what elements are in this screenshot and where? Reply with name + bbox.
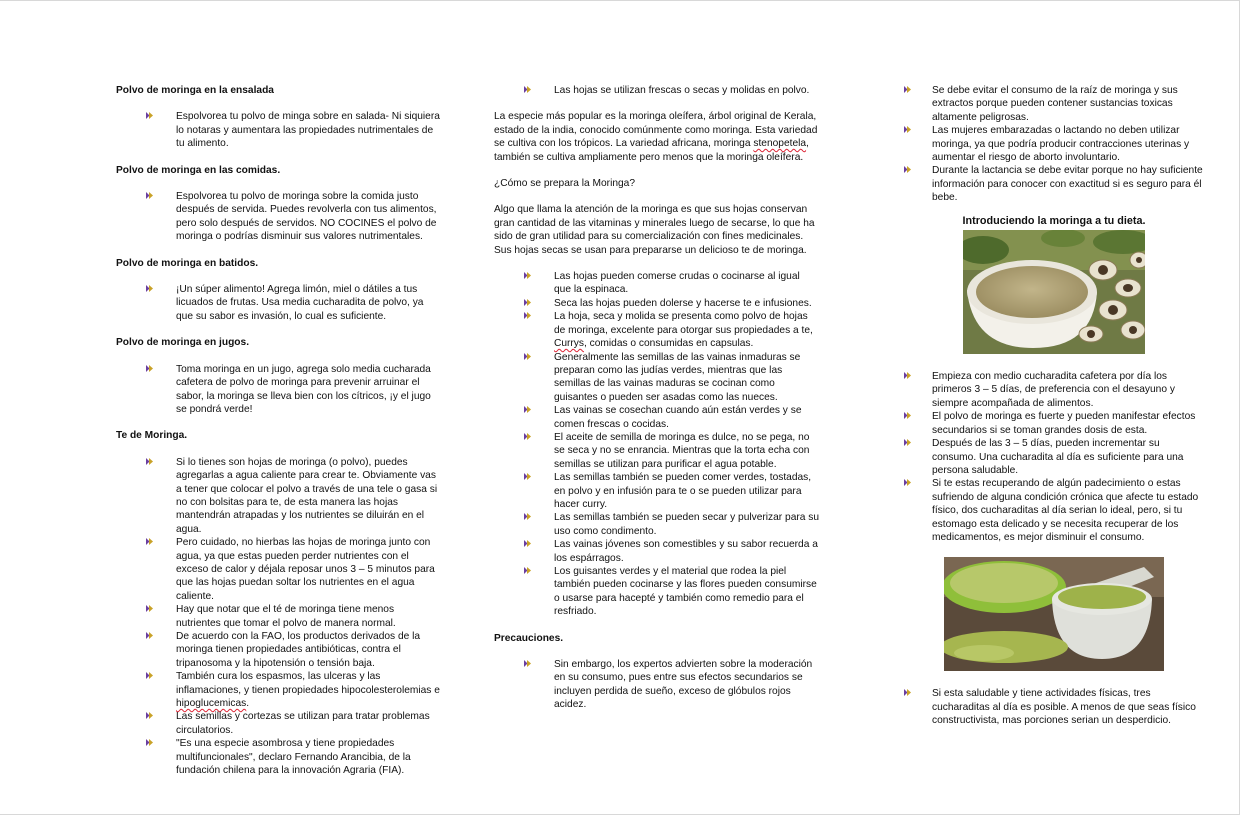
dosage-list (904, 370, 1204, 544)
bullet-icon (146, 285, 153, 292)
bullet-icon (146, 458, 153, 465)
moringa-powder-scoop-image (944, 557, 1164, 671)
section-title-salad: Polvo de moringa en la ensalada (116, 85, 274, 96)
bullet-icon (146, 112, 153, 119)
bullet-icon (904, 86, 911, 93)
juices-list (116, 363, 441, 417)
diet-title: Introduciendo la moringa a tu dieta. (962, 214, 1146, 227)
list-item: Pero cuidado, no hierbas las hojas de moringa junto con agua, ya que estas pueden perder nutrientes con el exceso de calor y déjala reposar unos 3 – 5 minutos para que las hojas puedan soltar los nutrientes en el agua caliente. (116, 536, 441, 603)
list-item: Las vainas se cosechan cuando aún están verdes y se comen frescas o cocidas. (494, 404, 819, 431)
list-item: "Es una especie asombrosa y tiene propiedades multifuncionales", declaro Fernando Arancibia, de la fundación chilena para la innovación Agraria (FIA). (116, 737, 441, 777)
column-middle (494, 84, 819, 712)
section-title-precautions: Precauciones. (494, 632, 564, 644)
list-item: Las hojas pueden comerse crudas o cocinarse al igual que la espinaca. (494, 270, 819, 297)
list-item: Si lo tienes son hojas de moringa (o polvo), puedes agregarlas a agua caliente para crear te. Obviamente vas a tener que colocar el polvo a través de una tele o gasa si no con bolsitas para te, de esta manera las hojas mantendrán atrapadas y los nutrientes se diluirán en el agua. (116, 456, 441, 536)
bullet-icon (524, 299, 531, 306)
misspelled-word: Currys (554, 338, 584, 350)
smoothies-list (116, 283, 441, 323)
bullet-icon (904, 126, 911, 133)
bullet-icon (904, 479, 911, 486)
list-item: Seca las hojas pueden dolerse y hacerse te e infusiones. (494, 297, 819, 310)
list-item: Las hojas se utilizan frescas o secas y molidas en polvo. (494, 84, 819, 97)
list-item: Las mujeres embarazadas o lactando no deben utilizar moringa, ya que podría producir contracciones uterinas y aumentar el riesgo de aborto involuntario. (904, 124, 1204, 164)
bullet-icon (524, 540, 531, 547)
bullet-icon (524, 513, 531, 520)
list-item: El polvo de moringa es fuerte y pueden manifestar efectos secundarios si se toman grandes dosis de esta. (904, 410, 1204, 437)
list-item: Después de las 3 – 5 días, pueden incrementar su consumo. Una cucharadita al día es suficiente para una persona saludable. (904, 437, 1204, 477)
paragraph-preparation: Algo que llama la atención de la moringa es que sus hojas conservan gran cantidad de las vitaminas y minerales luego de secarse, lo que ha sido de gran utilidad para su comercialización con fines medicinales. Sus hojas secas se usan para prepararse un delicioso te de moringa. (494, 204, 815, 256)
section-title-tea: Te de Moringa. (116, 430, 188, 442)
list-item: Empieza con medio cucharadita cafetera por día los primeros 3 – 5 días, de preferencia con el desayuno y siempre acompañada de alimentos. (904, 370, 1204, 410)
bullet-icon (524, 660, 531, 667)
bullet-icon (524, 433, 531, 440)
tea-list (116, 456, 441, 778)
active-people-list (904, 687, 1204, 727)
list-item: Espolvorea tu polvo de minga sobre en salada- Ni siquiera lo notaras y aumentara las propiedades nutrimentales de tu alimento. (116, 110, 441, 150)
bullet-icon (904, 166, 911, 173)
list-item: Si esta saludable y tiene actividades físicas, tres cucharaditas al día es posible. A menos de que seas físico constructivista, mas porciones serian un desperdicio. (904, 687, 1204, 727)
moringa-powder-bowl-image (963, 230, 1145, 354)
section-title-smoothies: Polvo de moringa en batidos. (116, 257, 259, 269)
salad-list (116, 110, 441, 150)
bullet-icon (904, 372, 911, 379)
list-item: También cura los espasmos, las ulceras y las inflamaciones, y tienen propiedades hipocolesterolemias e hipoglucemicas. (116, 670, 441, 710)
column-right (904, 84, 1204, 728)
paragraph-species: La especie más popular es la moringa oleífera, árbol original de Kerala, estado de la india, conocido comúnmente como moringa. Esta variedad se cultiva con los trópicos. La variedad africana, moringa stenopetela, también se cultiva ampliamente pero menos que la moringa oleífera. (494, 111, 818, 163)
list-item: Sin embargo, los expertos advierten sobre la moderación en su consumo, pues entre sus efectos secundarios se incluyen perdida de sueño, exceso de glóbulos rojos acidez. (494, 658, 819, 712)
bullet-icon (146, 192, 153, 199)
bullet-icon (904, 439, 911, 446)
list-item: Si te estas recuperando de algún padecimiento o estas sufriendo de alguna condición crónica que afecte tu estado físico, dos cucharaditas al día serian lo ideal, pero, si tu estomago esta delicado y se necesita recuperar de los medicamentos, es mejor disminuir el consumo. (904, 477, 1204, 544)
list-item: Durante la lactancia se debe evitar porque no hay suficiente información para conocer con exactitud si es seguro para él bebe. (904, 164, 1204, 204)
bullet-icon (146, 739, 153, 746)
misspelled-word: stenopetela (753, 138, 807, 150)
uses-list (494, 270, 819, 619)
section-title-juices: Polvo de moringa en jugos. (116, 337, 250, 349)
list-item: Las semillas también se pueden comer verdes, tostadas, en polvo y en infusión para te o se pueden utilizar para hacer curry. (494, 471, 819, 511)
list-item: Espolvorea tu polvo de moringa sobre la comida justo después de servida. Puedes revolverla con tus alimentos, pero solo después de servidos. NO COCINES el polvo de moringa o podrías disminuir sus valores nutrimentales. (116, 190, 441, 244)
list-item: ¡Un súper alimento! Agrega limón, miel o dátiles a tus licuados de frutas. Usa media cucharadita de polvo, ya que su sabor es invasión, lo cual es suficiente. (116, 283, 441, 323)
bullet-icon (146, 605, 153, 612)
bullet-icon (904, 412, 911, 419)
list-item: Las semillas también se pueden secar y pulverizar para su uso como condimento. (494, 511, 819, 538)
list-item: Las semillas y cortezas se utilizan para tratar problemas circulatorios. (116, 710, 441, 737)
misspelled-word: hipoglucemicas (176, 698, 247, 710)
bullet-icon (524, 272, 531, 279)
bullet-icon (146, 632, 153, 639)
bullet-icon (524, 353, 531, 360)
meals-list (116, 190, 441, 244)
list-item: De acuerdo con la FAO, los productos derivados de la moringa tienen propiedades antibióticas, contra el tripanosoma y la hipotensión o tensión baja. (116, 630, 441, 670)
top-list (494, 84, 819, 97)
bullet-icon (524, 473, 531, 480)
list-item: Los guisantes verdes y el material que rodea la piel también pueden cocinarse y las flores pueden consumirse o usarse para haceрté y también como remedio para el resfriado. (494, 565, 819, 619)
bullet-icon (904, 689, 911, 696)
question-heading: ¿Cómo se prepara la Moringa? (494, 178, 635, 190)
list-item: Se debe evitar el consumo de la raíz de moringa y sus extractos porque pueden contener sustancias toxicas altamente peligrosas. (904, 84, 1204, 124)
section-title-meals: Polvo de moringa en las comidas. (116, 164, 281, 176)
bullet-icon (146, 672, 153, 679)
list-item: La hoja, seca y molida se presenta como polvo de hojas de moringa, excelente para otorgar sus propiedades a te, Currys, comidas o consumidas en capsulas. (494, 310, 819, 350)
list-item: Toma moringa en un jugo, agrega solo media cucharada cafetera de polvo de moringa para prevenir arruinar el sabor, la moringa se lleva bien con los cítricos, ¡y el jugo se pondrá verde! (116, 363, 441, 417)
bullet-icon (146, 538, 153, 545)
bullet-icon (524, 406, 531, 413)
list-item: Hay que notar que el té de moringa tiene menos nutrientes que tomar el polvo de manera normal. (116, 603, 441, 630)
list-item: Las vainas jóvenes son comestibles y su sabor recuerda a los espárragos. (494, 538, 819, 565)
list-item: El aceite de semilla de moringa es dulce, no se pega, no se seca y no se enrancia. Mientras que la torta echa con semillas se utilizan para purificar el agua potable. (494, 431, 819, 471)
bullet-icon (146, 712, 153, 719)
column-left (116, 84, 441, 777)
list-item: Generalmente las semillas de las vainas inmaduras se preparan como las judías verdes, mientras que las semillas de las vainas maduras se cocinan como guisantes o pueden ser asadas como las nueces. (494, 351, 819, 405)
warnings-list (904, 84, 1204, 205)
precautions-list (494, 658, 819, 712)
bullet-icon (524, 86, 531, 93)
bullet-icon (524, 567, 531, 574)
bullet-icon (524, 312, 531, 319)
bullet-icon (146, 365, 153, 372)
